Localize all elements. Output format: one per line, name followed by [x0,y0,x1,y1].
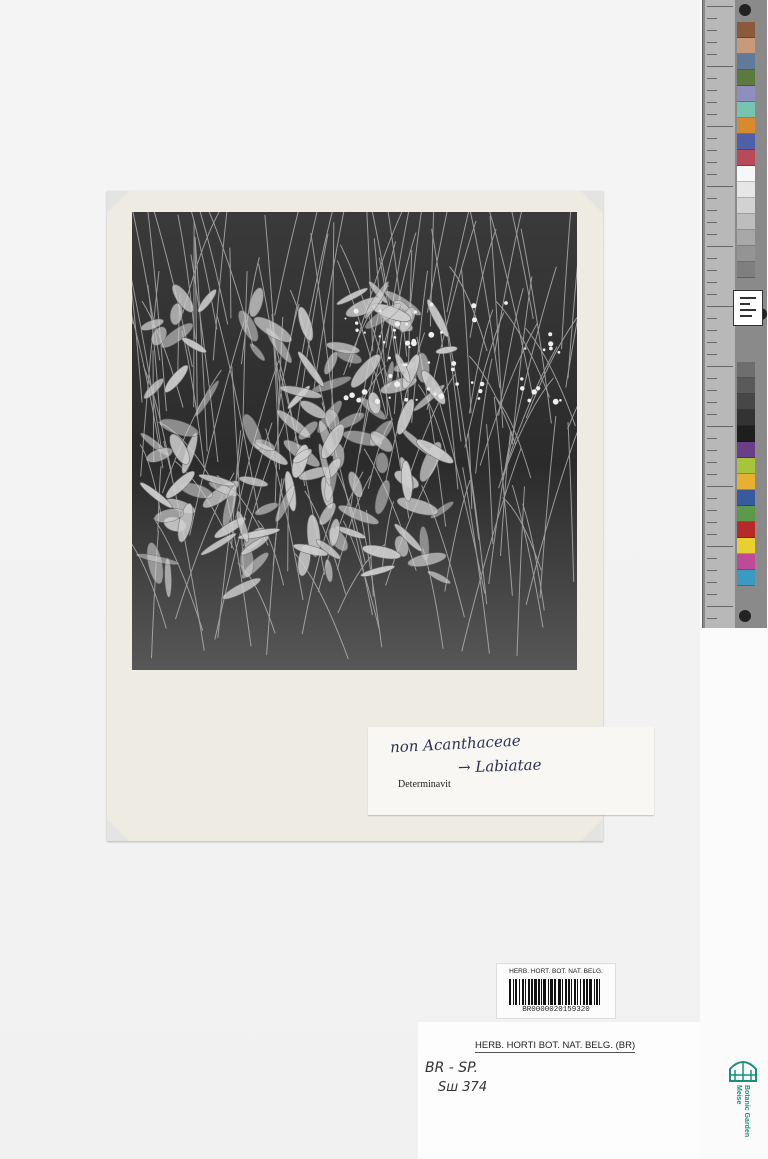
color-swatch [737,198,755,214]
barcode-bar [596,979,598,1005]
flower [553,399,559,405]
flower [379,310,382,313]
scale-tick [707,306,733,307]
scale-tick [707,534,717,535]
barcode-bar [558,979,561,1005]
flower [559,399,562,402]
chart-hole-top [739,4,751,16]
flower [504,301,508,305]
barcode-bar [543,979,546,1005]
greenhouse-icon [726,1055,760,1085]
barcode-bar [562,979,563,1005]
flower [434,393,437,396]
flower [543,348,546,351]
flower [471,381,474,384]
scale-tick [707,270,717,271]
color-calibration-chart [702,0,767,628]
color-swatch [737,182,755,198]
scale-tick [707,114,717,115]
scale-tick [707,162,717,163]
color-swatch [737,38,755,54]
color-swatch [737,394,755,410]
barcode-bar [583,979,585,1005]
flower [428,361,431,364]
scale-tick [707,246,733,247]
herbarium-label [418,1022,700,1159]
scale-tick [707,18,717,19]
barcode-bar [525,979,526,1005]
color-swatch [737,86,755,102]
color-swatch [737,506,755,522]
flower [558,351,561,354]
color-swatch [737,22,755,38]
flower [404,398,408,402]
flower [356,398,361,403]
flower [478,389,482,393]
flower [394,336,397,339]
scale-tick [707,618,717,619]
scale-tick [707,42,717,43]
barcode-bar [571,979,572,1005]
flower [414,310,417,313]
barcode-bar [577,979,578,1005]
flower [362,389,368,395]
barcode-bar [574,979,576,1005]
flower [405,341,410,346]
barcode-bar [509,979,511,1005]
scale-tick [707,258,717,259]
flower [344,395,349,400]
color-swatch [737,70,755,86]
barcode-bar [599,979,600,1005]
logo-text: Botanic Garden Meise [735,1085,750,1138]
barcode-icon [509,979,603,1005]
barcode-title: HERB. HORT. BOT. NAT. BELG. [509,968,603,975]
scale-tick [707,594,717,595]
herbarium-title: HERB. HORTI BOT. NAT. BELG. (BR) [475,1040,636,1051]
scale-tick [707,390,717,391]
flower [430,303,434,307]
scale-tick [707,90,717,91]
flower [536,386,540,390]
barcode-bar [589,979,592,1005]
flower [428,332,434,338]
color-swatches-upper [737,22,755,278]
flower [375,399,380,404]
barcode-bar [594,979,595,1005]
flower [405,323,408,326]
barcode-bar [541,979,542,1005]
scale-tick [707,474,717,475]
scale-tick [707,198,717,199]
botanic-garden-logo [726,1055,760,1145]
herbarium-handwriting-2: Sш 374 [438,1080,488,1095]
scale-tick [707,462,717,463]
scale-tick [707,486,733,487]
flower [527,399,531,403]
flower [478,397,481,400]
flower [471,303,476,308]
scale-tick [707,378,717,379]
color-swatch [737,442,755,458]
flower [520,377,523,380]
scale-tick [707,174,717,175]
flower [472,317,477,322]
flower [451,361,456,366]
scale-tick [707,558,717,559]
flower [438,393,444,399]
color-swatch [737,118,755,134]
barcode-bar [586,979,588,1005]
flower [403,363,406,366]
flower [388,374,392,378]
barcode-bar [580,979,581,1005]
scale-tick [707,438,717,439]
flower [427,387,430,390]
color-swatch [737,426,755,442]
color-swatch [737,474,755,490]
barcode-bar [513,979,514,1005]
flower [379,335,381,337]
color-swatch [737,554,755,570]
scale-tick [707,186,733,187]
flower [389,397,391,399]
flower [455,382,459,386]
measurement-scale [705,0,735,628]
flower [440,331,443,334]
flower [416,399,418,401]
flower [451,368,455,372]
scale-tick [707,78,717,79]
flower [355,329,358,332]
scale-tick [707,366,733,367]
scale-tick [707,354,717,355]
scale-tick [707,234,717,235]
flower [393,329,396,332]
scale-tick [707,210,717,211]
scale-tick [707,30,717,31]
chart-hole-bottom [739,610,751,622]
barcode-bar [568,979,570,1005]
scale-tick [707,450,717,451]
scale-tick [707,294,717,295]
flower [548,341,553,346]
scale-tick [707,522,717,523]
scale-tick [707,342,717,343]
barcode-bar [550,979,553,1005]
flower [395,321,400,326]
determinavit-label: Determinavit [398,779,451,790]
color-swatch [737,214,755,230]
scale-tick [707,426,733,427]
flower [411,340,417,346]
flower [383,341,386,344]
scale-tick [707,570,717,571]
scale-tick [707,138,717,139]
color-swatch [737,150,755,166]
flower [549,347,553,351]
scale-tick [707,150,717,151]
flower [354,309,359,314]
flower [520,386,525,391]
scale-tick [707,318,717,319]
scale-tick [707,606,733,607]
barcode-label [496,963,616,1019]
scale-tick [707,54,717,55]
scale-tick [707,66,733,67]
color-swatch [737,134,755,150]
flower [355,321,358,324]
color-swatch [737,230,755,246]
color-swatch [737,166,755,182]
scale-tick [707,330,717,331]
barcode-bar [565,979,567,1005]
scale-tick [707,498,717,499]
herbarium-handwriting-1: BR - SP. [425,1060,479,1076]
plant-photograph [132,212,577,670]
color-swatch [737,246,755,262]
barcode-bar [548,979,549,1005]
color-swatch [737,522,755,538]
barcode-bar [522,979,524,1005]
scale-tick [707,6,733,7]
color-swatch [737,362,755,378]
flower [388,357,391,360]
scale-tick [707,402,717,403]
color-swatch [737,538,755,554]
determination-slip [368,727,654,815]
color-swatches-lower [737,362,755,586]
flower [345,318,347,320]
flower [532,389,537,394]
barcode-bar [528,979,530,1005]
barcode-bar [515,979,517,1005]
flower [524,348,526,350]
color-swatch [737,102,755,118]
color-swatch [737,570,755,586]
scale-tick [707,282,717,283]
scale-tick [707,546,733,547]
scale-tick [707,582,717,583]
plant-photo-image [132,212,577,670]
barcode-bar [538,979,540,1005]
scale-tick [707,414,717,415]
color-swatch [737,378,755,394]
scale-tick [707,126,733,127]
color-swatch [737,262,755,278]
barcode-bar [534,979,537,1005]
barcode-bar [554,979,556,1005]
barcode-number: BR0000020159320 [522,1006,590,1014]
flower [408,346,410,348]
flower [349,392,355,398]
flower [480,382,485,387]
scale-tick [707,102,717,103]
barcode-bar [519,979,520,1005]
flower [364,332,366,334]
scale-tick [707,510,717,511]
color-swatch [737,490,755,506]
chart-target-icon [733,290,763,326]
scale-tick [707,222,717,223]
flower [394,381,400,387]
determination-handwriting-1: non Acanthaceae [389,731,522,757]
flower [548,332,552,336]
color-swatch [737,54,755,70]
determination-handwriting-2: → Labiatae [457,755,542,777]
barcode-bar [531,979,533,1005]
color-swatch [737,410,755,426]
color-swatch [737,458,755,474]
